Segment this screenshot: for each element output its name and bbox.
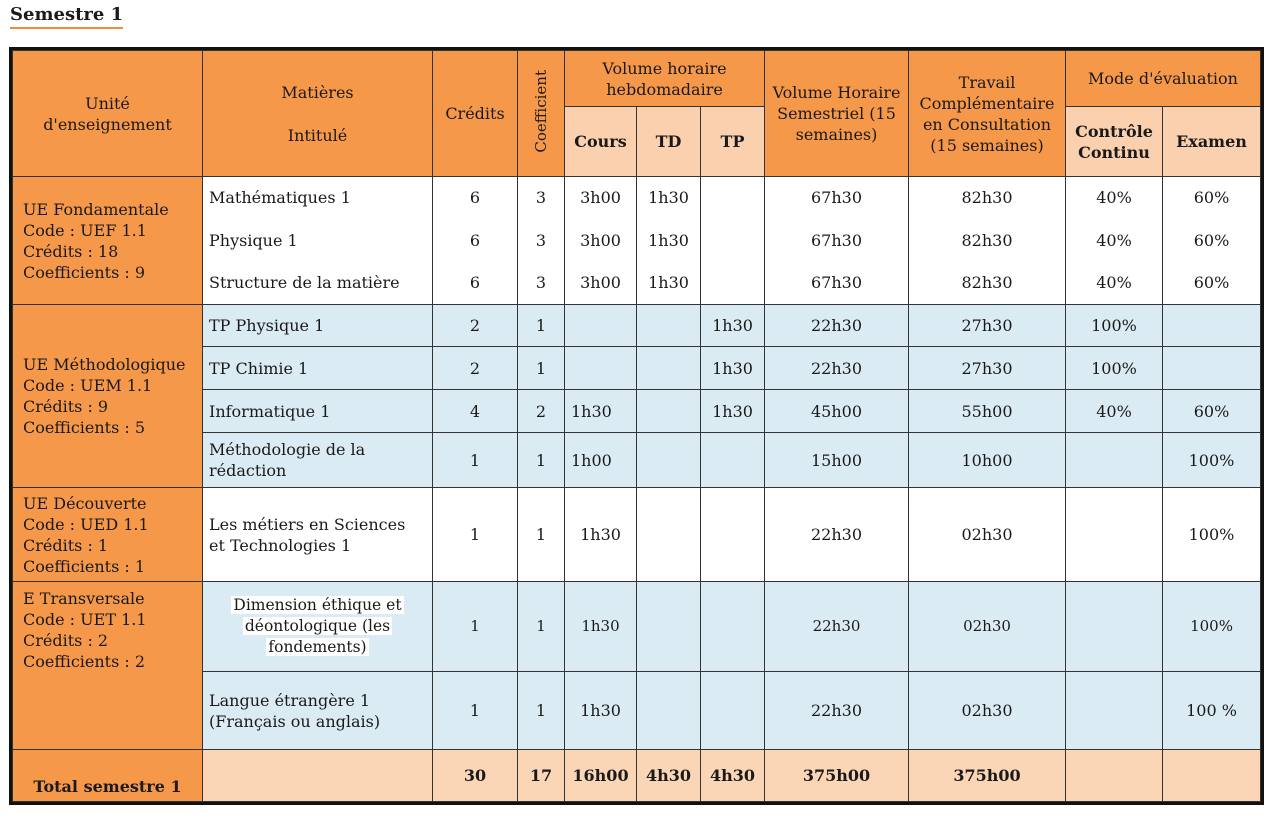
table-row	[13, 177, 1261, 219]
cc-cell: 40%	[1066, 177, 1163, 219]
header-cours: Cours	[565, 107, 637, 177]
subject-name: Dimension éthique et déontologique (les fondements)	[203, 582, 433, 672]
coef-cell: 3	[518, 177, 565, 219]
td-cell	[637, 390, 701, 433]
exam-cell: 60%	[1163, 219, 1261, 262]
subject-name: TP Chimie 1	[203, 347, 433, 390]
credits-cell: 2	[433, 305, 518, 347]
tp-cell	[701, 582, 765, 672]
cc-cell	[1066, 582, 1163, 672]
credits-cell: 6	[433, 219, 518, 262]
exam-cell: 100%	[1163, 488, 1261, 582]
vol-cell: 67h30	[765, 219, 909, 262]
coef-cell: 2	[518, 390, 565, 433]
cours-cell: 1h30	[565, 488, 637, 582]
cours-cell: 1h30	[565, 672, 637, 750]
header-controle: Contrôle Continu	[1066, 107, 1163, 177]
vol-cell: 45h00	[765, 390, 909, 433]
coef-cell: 1	[518, 488, 565, 582]
header-row-1	[13, 51, 1261, 107]
subject-name: TP Physique 1	[203, 305, 433, 347]
cc-cell	[1066, 488, 1163, 582]
cc-cell: 40%	[1066, 262, 1163, 305]
vol-cell: 67h30	[765, 177, 909, 219]
header-mode-eval: Mode d'évaluation	[1066, 51, 1261, 107]
header-volume-semestriel: Volume Horaire Semestriel (15 semaines)	[765, 51, 909, 177]
coef-cell: 3	[518, 262, 565, 305]
subject-name: Structure de la matière	[203, 262, 433, 305]
total-vol: 375h00	[765, 750, 909, 802]
coef-cell: 3	[518, 219, 565, 262]
exam-cell: 60%	[1163, 390, 1261, 433]
td-cell: 1h30	[637, 177, 701, 219]
exam-cell: 100%	[1163, 433, 1261, 488]
header-unite: Unité d'enseignement	[13, 51, 203, 177]
exam-cell: 100 %	[1163, 672, 1261, 750]
total-label: Total semestre 1	[13, 750, 203, 802]
cc-cell	[1066, 672, 1163, 750]
cours-cell: 3h00	[565, 262, 637, 305]
vol-cell: 22h30	[765, 305, 909, 347]
td-cell	[637, 672, 701, 750]
credits-cell: 1	[433, 672, 518, 750]
header-credits: Crédits	[433, 51, 518, 177]
credits-cell: 4	[433, 390, 518, 433]
header-travail: Travail Complémentaire en Consultation (15 semaines)	[909, 51, 1066, 177]
tp-cell	[701, 262, 765, 305]
cc-cell: 40%	[1066, 390, 1163, 433]
ue-decouverte: UE Découverte Code : UED 1.1 Crédits : 1 Coefficients : 1	[13, 488, 203, 582]
header-tp: TP	[701, 107, 765, 177]
cours-cell: 3h00	[565, 177, 637, 219]
coef-cell: 1	[518, 582, 565, 672]
vol-cell: 22h30	[765, 347, 909, 390]
total-coef: 17	[518, 750, 565, 802]
total-cours: 16h00	[565, 750, 637, 802]
tp-cell	[701, 219, 765, 262]
table-row	[13, 305, 1261, 347]
vol-cell: 22h30	[765, 488, 909, 582]
tp-cell	[701, 488, 765, 582]
coef-cell: 1	[518, 347, 565, 390]
cc-cell: 40%	[1066, 219, 1163, 262]
trav-cell: 82h30	[909, 262, 1066, 305]
td-cell	[637, 305, 701, 347]
tp-cell	[701, 433, 765, 488]
header-volume-hebdo: Volume horaire hebdomadaire	[565, 51, 765, 107]
trav-cell: 27h30	[909, 305, 1066, 347]
page-title: Semestre 1	[10, 4, 123, 29]
cc-cell: 100%	[1066, 305, 1163, 347]
vol-cell: 22h30	[765, 582, 909, 672]
cours-cell: 3h00	[565, 219, 637, 262]
total-empty	[203, 750, 433, 802]
subject-name: Informatique 1	[203, 390, 433, 433]
ue-transversale: E Transversale Code : UET 1.1 Crédits : 2 Coefficients : 2	[13, 582, 203, 750]
td-cell	[637, 582, 701, 672]
subject-name: Physique 1	[203, 219, 433, 262]
tp-cell: 1h30	[701, 305, 765, 347]
header-examen: Examen	[1163, 107, 1261, 177]
coef-cell: 1	[518, 672, 565, 750]
vol-cell: 15h00	[765, 433, 909, 488]
cc-cell	[1066, 433, 1163, 488]
cc-cell: 100%	[1066, 347, 1163, 390]
total-trav: 375h00	[909, 750, 1066, 802]
tp-cell	[701, 177, 765, 219]
tp-cell: 1h30	[701, 390, 765, 433]
ue-methodologique: UE Méthodologique Code : UEM 1.1 Crédits : 9 Coefficients : 5	[13, 305, 203, 488]
trav-cell: 02h30	[909, 672, 1066, 750]
total-credits: 30	[433, 750, 518, 802]
vol-cell: 67h30	[765, 262, 909, 305]
header-coefficient: Coefficient	[518, 51, 565, 177]
credits-cell: 1	[433, 582, 518, 672]
total-tp: 4h30	[701, 750, 765, 802]
exam-cell	[1163, 347, 1261, 390]
credits-cell: 6	[433, 177, 518, 219]
cours-cell: 1h30	[565, 390, 637, 433]
header-td: TD	[637, 107, 701, 177]
td-cell	[637, 347, 701, 390]
cours-cell	[565, 305, 637, 347]
trav-cell: 27h30	[909, 347, 1066, 390]
total-exam	[1163, 750, 1261, 802]
total-cc	[1066, 750, 1163, 802]
header-matieres: Matières Intitulé	[203, 51, 433, 177]
trav-cell: 55h00	[909, 390, 1066, 433]
tp-cell	[701, 672, 765, 750]
table-row	[13, 582, 1261, 672]
credits-cell: 1	[433, 433, 518, 488]
total-td: 4h30	[637, 750, 701, 802]
total-row	[13, 750, 1261, 802]
exam-cell: 60%	[1163, 262, 1261, 305]
td-cell	[637, 488, 701, 582]
td-cell: 1h30	[637, 219, 701, 262]
td-cell	[637, 433, 701, 488]
exam-cell	[1163, 305, 1261, 347]
cours-cell	[565, 347, 637, 390]
subject-name: Mathématiques 1	[203, 177, 433, 219]
subject-name: Langue étrangère 1 (Français ou anglais)	[203, 672, 433, 750]
tp-cell: 1h30	[701, 347, 765, 390]
exam-cell: 100%	[1163, 582, 1261, 672]
credits-cell: 2	[433, 347, 518, 390]
cours-cell: 1h00	[565, 433, 637, 488]
credits-cell: 6	[433, 262, 518, 305]
subject-name: Méthodologie de la rédaction	[203, 433, 433, 488]
trav-cell: 10h00	[909, 433, 1066, 488]
subject-name: Les métiers en Sciences et Technologies 1	[203, 488, 433, 582]
ue-fondamentale: UE Fondamentale Code : UEF 1.1 Crédits : 18 Coefficients : 9	[13, 177, 203, 305]
td-cell: 1h30	[637, 262, 701, 305]
credits-cell: 1	[433, 488, 518, 582]
exam-cell: 60%	[1163, 177, 1261, 219]
table-row	[13, 488, 1261, 582]
trav-cell: 02h30	[909, 488, 1066, 582]
cours-cell: 1h30	[565, 582, 637, 672]
vol-cell: 22h30	[765, 672, 909, 750]
curriculum-table	[12, 50, 1261, 802]
trav-cell: 82h30	[909, 219, 1066, 262]
trav-cell: 02h30	[909, 582, 1066, 672]
coef-cell: 1	[518, 433, 565, 488]
trav-cell: 82h30	[909, 177, 1066, 219]
coef-cell: 1	[518, 305, 565, 347]
